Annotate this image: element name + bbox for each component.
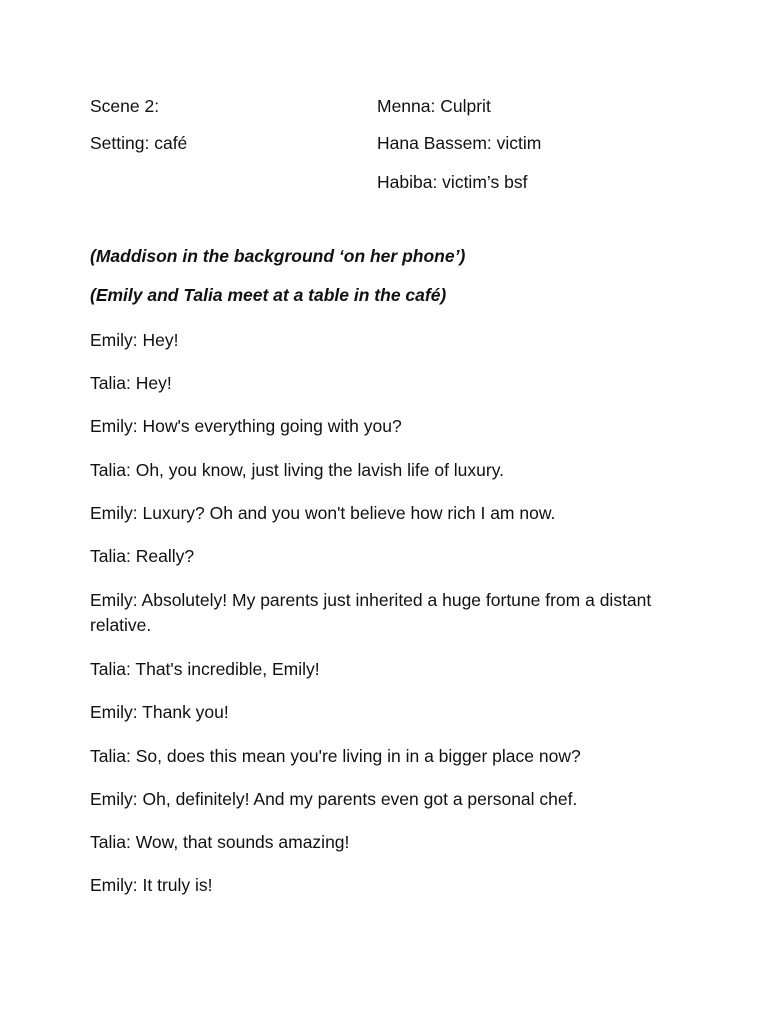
dialogue-line: Emily: It truly is! [90, 875, 213, 895]
dialogue-line: Emily: Thank you! [90, 702, 229, 722]
dialogue-line: Talia: Really? [90, 546, 195, 566]
stage-direction: (Maddison in the background ‘on her phone’) [90, 246, 466, 266]
dialogue-line: Emily: Absolutely! My parents just inherited a huge fortune from a distant relative. [90, 590, 652, 635]
dialogue-line: Emily: How's everything going with you? [90, 416, 402, 436]
scene-number: Scene 2: [90, 96, 160, 116]
stage-direction: (Emily and Talia meet at a table in the café) [90, 285, 447, 305]
cast-entry: Menna: Culprit [377, 96, 491, 116]
cast-entry: Hana Bassem: victim [377, 133, 542, 153]
dialogue-line: Emily: Luxury? Oh and you won't believe how rich I am now. [90, 503, 556, 523]
dialogue-line: Emily: Hey! [90, 330, 179, 350]
dialogue-line: Emily: Oh, definitely! And my parents even got a personal chef. [90, 789, 578, 809]
scene-setting: Setting: café [90, 133, 188, 153]
dialogue-line: Talia: That's incredible, Emily! [90, 659, 320, 679]
dialogue-line: Talia: So, does this mean you're living in in a bigger place now? [90, 746, 581, 766]
cast-entry: Habiba: victim’s bsf [377, 172, 528, 192]
dialogue-line: Talia: Hey! [90, 373, 172, 393]
dialogue-line: Talia: Wow, that sounds amazing! [90, 832, 350, 852]
dialogue-line: Talia: Oh, you know, just living the lavish life of luxury. [90, 460, 505, 480]
